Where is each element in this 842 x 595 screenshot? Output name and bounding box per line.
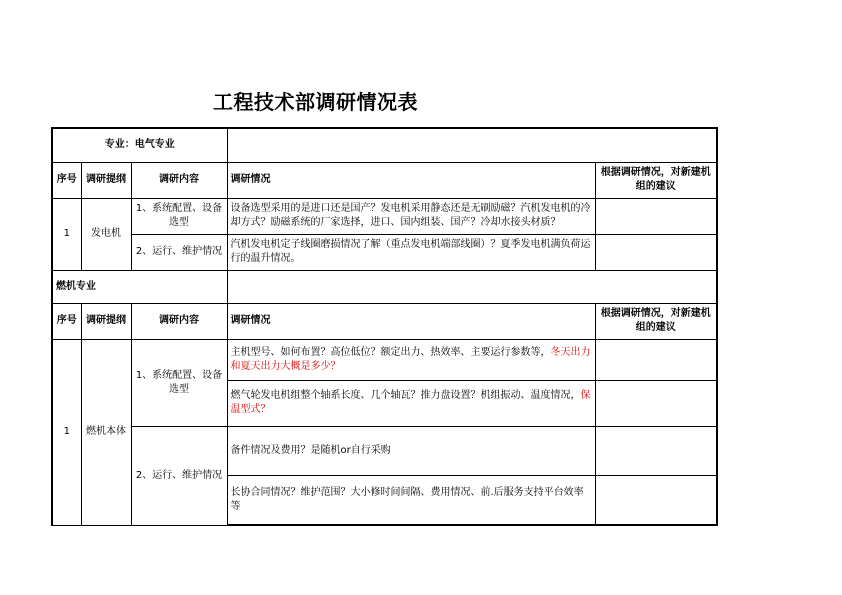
- table-row: [52, 426, 717, 475]
- seq-cell: 1: [52, 198, 81, 270]
- situation-cell: 汽机发电机定子线圈磨损情况了解（重点发电机端部线圈）？夏季发电机满负荷运行的温升情况。: [227, 234, 595, 270]
- suggestion-cell: [595, 475, 717, 525]
- suggestion-cell: [595, 339, 717, 380]
- table-row: [52, 339, 717, 380]
- suggestion-cell: [595, 198, 717, 234]
- electrical-section-row: [52, 128, 717, 162]
- gasturbine-section-label: 燃机专业: [52, 270, 227, 303]
- header-outline: 调研提纲: [81, 303, 131, 339]
- gasturbine-header-row: [52, 303, 717, 339]
- header-situation: 调研情况: [227, 303, 595, 339]
- table-row: [52, 198, 717, 234]
- gasturbine-section-row: [52, 270, 717, 303]
- situation-cell: [227, 380, 595, 426]
- electrical-section-blank: [227, 128, 717, 162]
- situation-text: 设备选型采用的是进口还是国产？发电机采用静态还是无刷励磁？汽机发电机的冷却方式？励磁系统的厂家选择，进口、国内组装、国产？冷却水接头材质？: [230, 203, 591, 228]
- header-seq: 序号: [52, 303, 81, 339]
- header-suggestion: 根据调研情况，对新建机组的建议: [595, 162, 717, 198]
- header-situation: 调研情况: [227, 162, 595, 198]
- situation-cell: 备件情况及费用？是随机or自行采购: [227, 426, 595, 475]
- page-title: 工程技术部调研情况表: [213, 90, 418, 114]
- header-seq: 序号: [52, 162, 81, 198]
- outline-cell: 燃机本体: [81, 339, 131, 525]
- situation-highlight: 保温型式？: [230, 390, 591, 415]
- situation-highlight: 冬天出力和夏天出力大概是多少？: [230, 346, 591, 372]
- content-cell: 2、运行、维护情况: [131, 426, 227, 525]
- seq-cell: 1: [52, 339, 81, 525]
- header-content: 调研内容: [131, 162, 227, 198]
- header-content: 调研内容: [131, 303, 227, 339]
- situation-cell: 长协合同情况？维护范围？大小修时间间隔、费用情况、前.后服务支持平台效率等: [227, 475, 595, 525]
- content-cell: 1、系统配置、设备选型: [131, 339, 227, 426]
- electrical-section-label: 专业：电气专业: [52, 128, 227, 162]
- header-outline: 调研提纲: [81, 162, 131, 198]
- situation-text: 主机型号、如何布置？高位低位？额定出力、热效率、主要运行参数等，: [230, 346, 551, 358]
- suggestion-cell: [595, 234, 717, 270]
- suggestion-cell: [595, 426, 717, 475]
- suggestion-cell: [595, 380, 717, 426]
- header-suggestion: 根据调研情况，对新建机组的建议: [595, 303, 717, 339]
- situation-text: 燃气轮发电机组整个轴系长度、几个轴瓦？推力盘设置？机组振动、温度情况，: [230, 390, 581, 401]
- content-cell: 1、系统配置、设备选型: [131, 198, 227, 234]
- table-row: [52, 234, 717, 270]
- electrical-header-row: [52, 162, 717, 198]
- survey-table: [51, 127, 718, 526]
- content-cell: 2、运行、维护情况: [131, 234, 227, 270]
- situation-cell: [227, 198, 595, 234]
- situation-cell: [227, 339, 595, 380]
- outline-cell: 发电机: [81, 198, 131, 270]
- gasturbine-section-blank: [227, 270, 717, 303]
